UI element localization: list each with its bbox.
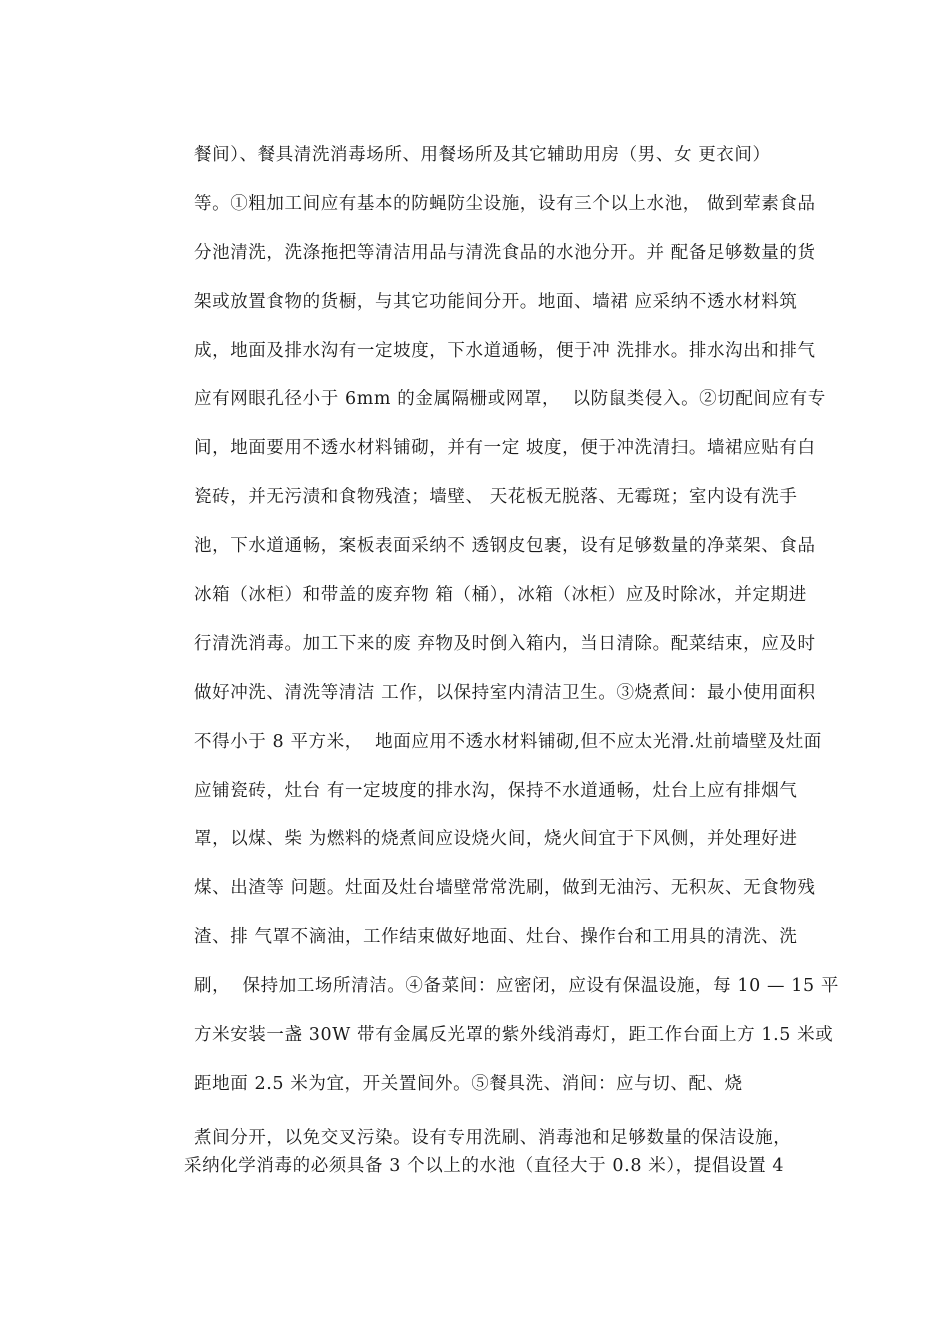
text-line: 不得小于 8 平方米， 地面应用不透水材料铺砌,但不应太光滑.灶前墙壁及灶面 [194, 731, 822, 752]
text-line: 应铺瓷砖，灶台 有一定坡度的排水沟，保持不水道通畅，灶台上应有排烟气 [194, 780, 798, 801]
text-line: 方米安装一盏 30W 带有金属反光罩的紫外线消毒灯，距工作台面上方 1.5 米或 [194, 1025, 834, 1046]
text-line: 渣、排 气罩不滴油，工作结束做好地面、灶台、操作台和工用具的清洗、洗 [194, 927, 798, 948]
text-line: 煮间分开，以免交叉污染。设有专用洗刷、消毒池和足够数量的保洁设施， [194, 1128, 792, 1148]
text-line: 煤、出渣等 问题。灶面及灶台墙壁常常洗刷，做到无油污、无积灰、无食物残 [194, 878, 816, 899]
text-line: 成，地面及排水沟有一定坡度，下水道通畅，便于冲 洗排水。排水沟出和排气 [194, 340, 816, 361]
text-line: 罩，以煤、柴 为燃料的烧煮间应设烧火间，烧火间宜于下风侧，并处理好进 [194, 829, 798, 850]
text-line: 行清洗消毒。加工下来的废 弃物及时倒入箱内，当日清除。配菜结束，应及时 [194, 633, 816, 654]
text-line: 等。①粗加工间应有基本的防蝇防尘设施，设有三个以上水池， 做到荤素食品 [194, 193, 816, 214]
body-paragraph [194, 140, 840, 1118]
text-line: 架或放置食物的货橱，与其它功能间分开。地面、墙裙 应采纳不透水材料筑 [194, 291, 798, 312]
text-line: 距地面 2.5 米为宜，开关置间外。⑤餐具洗、消间：应与切、配、烧 [194, 1073, 743, 1094]
text-line: 瓷砖，并无污渍和食物残渣；墙壁、 天花板无脱落、无霉斑；室内设有洗手 [194, 487, 798, 508]
text-line: 池，下水道通畅，案板表面采纳不 透钢皮包裹，设有足够数量的净菜架、食品 [194, 536, 816, 557]
text-line: 分池清洗，洗涤拖把等清洁用品与清洗食品的水池分开。并 配备足够数量的货 [194, 242, 816, 263]
text-line: 做好冲洗、清洗等清洁 工作，以保持室内清洁卫生。③烧煮间：最小使用面积 [194, 682, 816, 703]
continuation-paragraph [184, 1124, 824, 1180]
text-line: 应有网眼孔径小于 6mm 的金属隔栅或网罩， 以防鼠类侵入。②切配间应有专 [194, 389, 826, 410]
text-line: 刷， 保持加工场所清洁。④备菜间：应密闭，应设有保温设施，每 10 — 15 平 [194, 976, 840, 997]
text-line: 间，地面要用不透水材料铺砌，并有一定 坡度，便于冲洗清扫。墙裙应贴有白 [194, 438, 816, 459]
text-line: 采纳化学消毒的必须具备 3 个以上的水池（直径大于 0.8 米），提倡设置 4 [184, 1156, 785, 1176]
text-line: 冰箱（冰柜）和带盖的废弃物 箱（桶），冰箱（冰柜）应及时除冰，并定期进 [194, 585, 807, 606]
text-line: 餐间）、餐具清洗消毒场所、用餐场所及其它辅助用房（男、女 更衣间） [194, 145, 771, 165]
